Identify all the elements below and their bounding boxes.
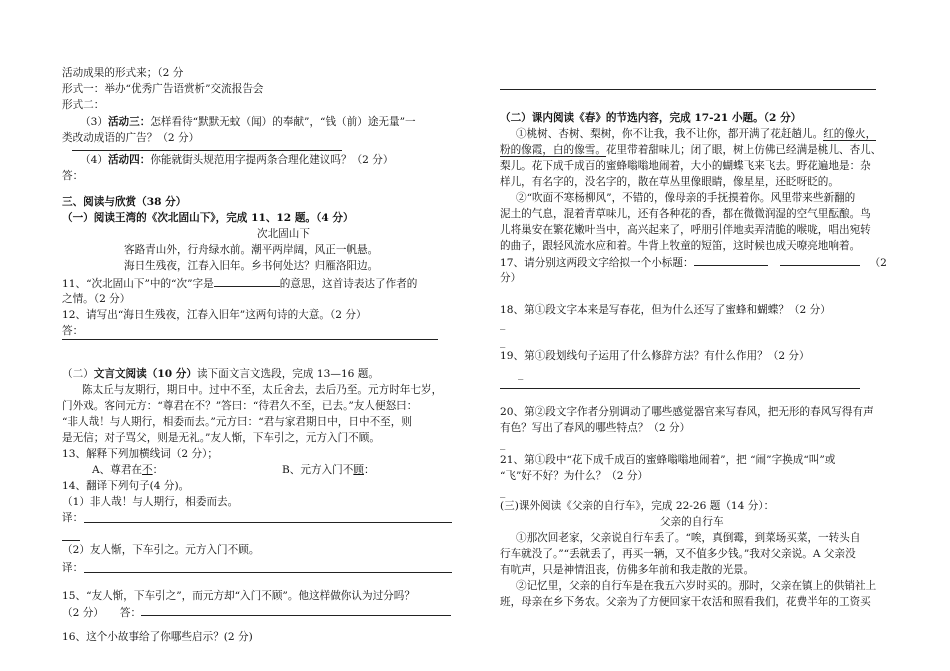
q4-number: （4） [80,154,108,166]
q13a-text: A、尊君在 [92,464,143,476]
answer-line[interactable] [62,339,438,340]
activity-4-label: 活动四： [107,154,151,166]
answer-line[interactable] [84,522,452,523]
translation-label: 译： [62,562,84,574]
question-3 [80,114,416,130]
q13a-word: 不 [142,464,153,476]
question-21: 21、第①段中“花下成千成百的蜜蜂嗡嗡地闹着”，把 “闹”字换成“叫”或 [500,454,836,466]
question-16: 16、这个小故事给了你哪些启示？(2 分) [62,631,253,643]
q11-text: 11、“次北固山下”中的“次”字是 [62,278,214,290]
question-21-cont: “飞”好不好？为什么？（2 分） [500,470,649,482]
story-line: ②记忆里，父亲的自行车是在我五六岁时买的。那时，父亲在镇上的供销社上 [516,580,877,592]
answer-line [72,150,342,151]
question-11 [62,275,417,292]
answer-line[interactable] [84,572,452,573]
poem-line: 海日生残夜，江春入旧年。乡书何处达？归雁洛阳边。 [124,260,379,272]
q3-number: （3） [80,116,108,128]
story-line: 班，母亲在乡下务农。父亲为了方便回家干农活和照看我们，花费半年的工资买 [500,596,871,608]
answer-dash: _ [500,318,506,330]
text-line: 形式一：举办“优秀广告语赏析”交流报告会 [62,83,264,95]
passage-line: 儿将巢安在繁花嫩叶当中，高兴起来了，呼朋引伴地卖弄清脆的喉咙，唱出宛转 [500,224,871,236]
activity-3-label: 活动三： [107,116,151,128]
text-line: 分） [500,272,522,284]
q13b-word: 顾 [353,464,364,476]
q13b-text: B、元方入门不 [282,464,354,476]
question-15-cont [62,604,451,621]
q3-text: 怎样看待“默默无蚊（闻）的奉献”，“钱（前）途无量”一 [150,116,416,128]
passage-line [516,126,876,142]
passage-text: ①桃树、杏树、梨树，你不让我，我不让你，都开满了花赶趟儿。 [516,128,824,140]
q17-text: 17、请分别这两段文字给拟一个小标题： [500,257,694,269]
answer-dash: _ [518,368,524,380]
answer-line [500,89,876,90]
story-line: 有吭声，只是神情沮丧，仿佛多年前和我走散的光景。 [500,564,755,576]
q11-text-2: 的意思，这首诗表达了作者的 [279,278,418,290]
q17-blank-1[interactable] [694,254,768,266]
passage-line: ②“吹面不寒杨柳风”，不错的，像母亲的手抚摸着你。风里带来些新翻的 [516,192,856,204]
question-13: 13、解释下列加横线词（2 分）； [62,448,219,460]
q13b-colon: ： [363,464,375,476]
sub2-number: （二） [62,368,94,380]
answer-line[interactable] [500,388,860,389]
answer-dash: _ [500,438,506,450]
subsection-2-heading: （二）课内阅读《春》的节选内容，完成 17-21 小题。（2 分） [500,112,802,124]
question-12: 12、请写出“海日生残夜，江春入旧年”这两句诗的大意。（2 分） [62,309,367,321]
q17-score: （2 [869,257,887,269]
poem-line: 客路青山外，行舟绿水前。潮平两岸阔，风正一帆悬。 [124,244,379,256]
question-20: 20、第②段文字作者分别调动了哪些感觉器官来写春风，把无形的春风写得有声 [500,406,874,418]
sub2-title: 文言文阅读（10 分） [93,368,197,380]
passage-line: 的曲子，跟轻风流水应和着。牛背上牧童的短笛，这时候也成天嘹亮地响着。 [500,240,861,252]
text-line: 之情。（2 分） [62,293,131,305]
answer-line-short [62,540,80,541]
question-4 [80,152,393,168]
q4-text: 你能就街头规范用字提两条合理化建议吗？（2 分） [150,154,394,166]
answer-dash: _ [500,336,506,348]
story-title: 父亲的自行车 [660,516,724,528]
story-line: 行车就没了。”“丢就丢了，再买一辆，又不值多少钱。”我对父亲说。A 父亲没 [500,548,856,560]
q13-item-a [92,462,163,478]
answer-label: 答： [119,607,142,619]
passage-line: 泥土的气息，混着青草味儿，还有各种花的香，都在微微润湿的空气里酝酿。鸟 [500,208,871,220]
passage-line: 梨儿。花下成千成百的蜜蜂嗡嗡地闹着，大小的蝴蝶飞来飞去。野花遍地是：杂 [500,160,871,172]
passage-line: 样儿，有名字的，没名字的，散在草丛里像眼睛，像星星，还眨呀眨的。 [500,176,839,188]
section-3-heading: 三、阅读与欣赏（38 分） [62,196,187,208]
classical-text-line: 是无信；对子骂父，则是无礼。”友人惭，下车引之，元方入门不顾。 [62,432,380,444]
answer-label: 答： [62,170,84,182]
subsection-3-heading: (三)课外阅读《父亲的自行车》，完成 22-26 题（14 分）： [500,500,775,512]
q11-blank[interactable] [214,275,280,287]
sub2-instruction: 读下面文言文选段，完成 13—16 题。 [196,368,379,380]
passage-text: 花里带着甜味儿；闭了眼，树上仿佛已经满是桃儿、杏儿、 [605,144,882,156]
subsection-1-heading: （一）阅读王湾的《次北固山下》，完成 11、12 题。（4 分） [62,212,354,224]
question-20-cont: 有色？写出了春风的哪些特点？（2 分） [500,422,691,434]
question-14: 14、翻译下列句子(4 分)。 [62,480,190,492]
story-line: ①那次回老家，父亲说自行车丢了。“唉，真倒霉，到菜场买菜，一转头自 [516,532,861,544]
question-17 [500,254,887,271]
q15-score: （2 分） [62,607,104,619]
text-line: 类改动成语的广告？（2 分） [62,132,200,144]
q15-answer-line[interactable] [141,604,451,616]
passage-line [500,142,881,158]
q13-item-b [282,462,375,478]
translation-label: 译： [62,512,84,524]
q13a-colon: ： [152,464,164,476]
q17-blank-2[interactable] [780,254,860,266]
q14-item-2: （2）友人惭，下车引之。元方入门不顾。 [62,544,260,556]
question-18: 18、第①段文字本来是写春花，但为什么还写了蜜蜂和蝴蝶？（2 分） [500,304,831,316]
subsection-2-heading [62,366,379,382]
classical-text-line: 门外戏。客问元方：“尊君在不？”答曰：“待君久不至，已去。”友人便怒曰： [62,400,418,412]
question-19: 19、第①段划线句子运用了什么修辞方法？有什么作用？（2 分） [500,350,810,362]
answer-label: 答： [62,325,84,337]
classical-text-line: 陈太丘与友期行，期日中。过中不至，太丘舍去，去后乃至。元方时年七岁， [82,384,443,396]
underlined-sentence: 粉的像霞，白的像雪。 [500,144,606,156]
poem-title: 次北固山下 [257,228,310,240]
question-15: 15、“友人惭，下车引之”，而元方却“入门不顾”。他这样做你认为过分吗？ [62,590,415,602]
underlined-sentence: 红的像火， [823,128,877,140]
classical-text-line: “非人哉！与人期行，相委而去。”元方曰：“君与家君期日中，日中不至，则 [62,416,412,428]
q14-item-1: （1）非人哉！与人期行，相委而去。 [62,496,239,508]
answer-dash: _ [500,486,506,498]
text-line: 活动成果的形式来；（2 分 [62,67,184,79]
text-line: 形式二： [62,99,105,111]
